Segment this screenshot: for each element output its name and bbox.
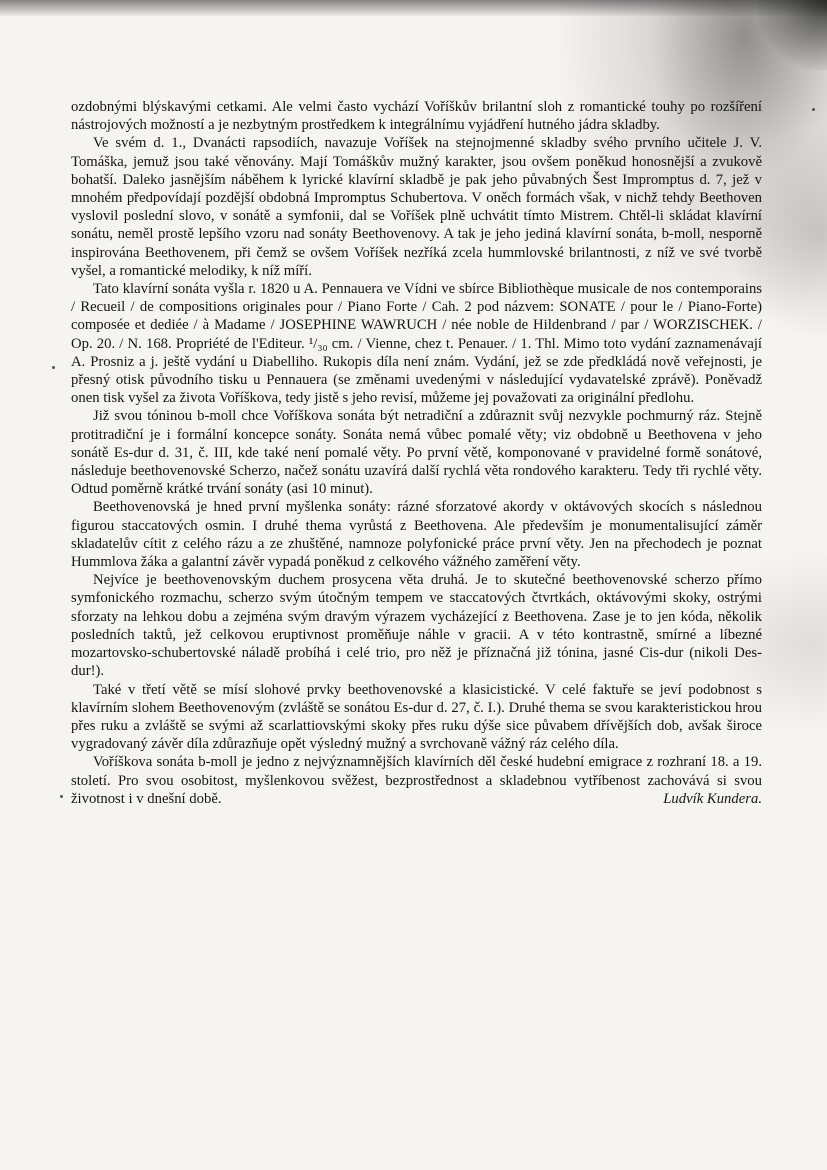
paragraph: ozdobnými blýskavými cetkami. Ale velmi často vychází Voříškův brilantní sloh z romantické touhy po rozšíření nástrojových možností a je nezbytným prostředkem k integrálnímu vyjádření hutného jádra skladby.: [71, 99, 762, 134]
paragraph: Také v třetí větě se mísí slohové prvky beethovenovské a klasicistické. V celé faktuře se jeví podobnost s klavírním slohem Beethovenovým (zvláště se sonátou Es-dur d. 27, č. I.). Druhé thema se svou karakteristickou hrou přes ruku a zvláště se svými až scarlattiovskými skoky přes ruku dýše sice půvabem dřívějších dob, avšak široce vygradovaný závěr díla zdůrazňuje opět výsledný mužný a svrchovaně vážný ráz celého díla.: [71, 681, 762, 753]
author-signature: Ludvík Kundera.: [663, 790, 762, 807]
paragraph-last: [71, 753, 762, 808]
scan-top-edge: [0, 0, 827, 16]
scan-speck: [812, 108, 815, 111]
paragraph: Nejvíce je beethovenovským duchem prosycena věta druhá. Je to skutečné beethovenovské scherzo přímo symfonického rozmachu, scherzo svým útočným tempem ve staccatových čtvrtkách, oktávovými skoky, ostrými sforzaty na lehkou dobu a zejména svým dravým výrazem vycházející z Beethovena. Zase je to jen kóda, několik posledních taktů, jež celkovou eruptivnost proměňuje náhle v gracii. A v této kontrastně, smírné a líbezné mozartovsko-schubertovské náladě probíhá i celé trio, pro něž je příznačná již tónina, jasné Cis-dur (nikoli Des-dur!).: [71, 572, 762, 680]
paragraph: Již svou tóninou b-moll chce Voříškova sonáta být netradiční a zdůraznit svůj nezvykle pochmurný ráz. Stejně protitradiční je i formální koncepce sonáty. Sonáta nemá vůbec pomalé věty; viz obdobně u Beethovena v jeho sonátě Es-dur d. 31, č. III, kde také není pomalé věty. Po první větě, komponované v pravidelné formě sonátové, následuje beethovenovské Scherzo, načež sonátu uzavírá další rychlá věta rondového karakteru. Tedy tři rychlé věty. Odtud poměrně krátké trvání sonáty (asi 10 minut).: [71, 408, 762, 498]
scan-corner-shadow: [757, 0, 827, 70]
scan-speck: [52, 366, 55, 369]
paragraph: Tato klavírní sonáta vyšla r. 1820 u A. Pennauera ve Vídni ve sbírce Bibliothèque musicale de nos contemporains / Recueil / de compositions originales pour / Piano Forte / Cah. 2 pod názvem: SONATE / pour le / Piano-Forte) composée et dediée / à Madame / JOSEPHINE WAWRUCH / née noble de Hildenbrand / par / WORZISCHEK. / Op. 20. / N. 168. Propriété de l'Editeur. ¹/₃₀ cm. / Vienne, chez t. Penauer. / 1. Thl. Mimo toto vydání zaznamenávají A. Prosniz a j. ještě vydání u Diabelliho. Rukopis díla není znám. Vydání, jež se zde předkládá nově veřejnosti, je přesný otisk původního tisku u Pennauera (se změnami uvedenými v následující vydavatelské zprávě). Poněvadž onen tisk vyšel za života Voříškova, tedy jistě s jeho revisí, můžeme jej považovati za originální předlohu.: [71, 281, 762, 407]
scan-speck: [60, 795, 63, 798]
paragraph: Ve svém d. 1., Dvanácti rapsodiích, navazuje Voříšek na stejnojmenné skladby svého prvního učitele J. V. Tomáška, jemuž jsou také věnovány. Mají Tomáškův mužný karakter, jsou ovšem poněkud honosnější a zvukově bohatší. Daleko jasnějším náběhem k lyrické klavírní skladbě je pak jeho půvabných Šest Impromptus d. 7, jež v mnohém předpovídají pozdější obdobná Impromptus Schubertova. V oněch formách však, v nichž tehdy Beethoven vyslovil poslední slovo, v sonátě a symfonii, dal se Voříšek plně uchvátit tímto Mistrem. Chtěl-li skládat klavírní sonátu, neměl prostě lepšího vzoru nad sonáty Beethovenovy. A tak je jeho jediná klavírní sonáta, b-moll, nesporně inspirována Beethovenem, při čemž se ovšem Voříšek nezříká zcela hummlovské brilantnosti, z níž ve své tvorbě vyšel, a romantické melodiky, k níž míří.: [71, 135, 762, 279]
article-body: [71, 98, 762, 808]
paragraph-text: Voříškova sonáta b-moll je jedno z nejvýznamnějších klavírních děl české hudební emigrace z rozhraní 18. a 19. století. Pro svou osobitost, myšlenkovou svěžest, bezprostřednost a skladebnou vytříbenost zachovává si svou životnost i v dnešní době.: [71, 754, 762, 807]
paragraph: Beethovenovská je hned první myšlenka sonáty: rázné sforzatové akordy v oktávových skocích s následnou figurou staccatových osmin. I druhé thema vyrůstá z Beethovena. Ale především je monumentalisující záměr skladatelův cítit z celého rázu a ze zhuštěné, namnoze polyfonické práce první věty. Jen na přechodech je poznat Hummlova žáka a galantní závěr vypadá poněkud z celkového vážného zaměření věty.: [71, 499, 762, 571]
